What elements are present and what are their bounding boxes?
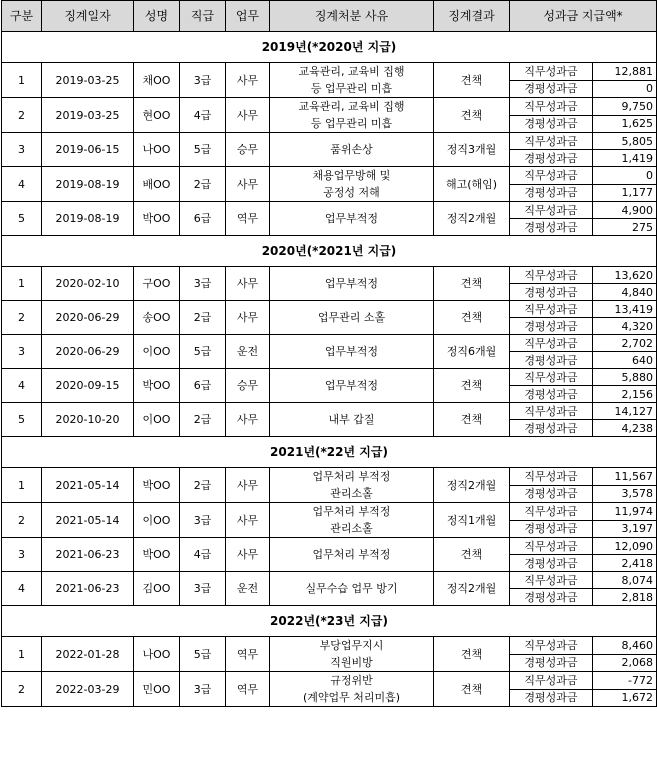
row-result: 견책 — [434, 267, 510, 301]
row-no: 3 — [2, 335, 42, 369]
row-name: 이OO — [134, 335, 180, 369]
row-duty: 운전 — [226, 572, 270, 606]
eval-bonus-amount: 275 — [593, 219, 657, 236]
header-reason: 징계처분 사유 — [270, 1, 434, 32]
section-header-row — [2, 437, 657, 468]
row-result: 견책 — [434, 98, 510, 133]
row-grade: 3급 — [180, 503, 226, 538]
reason-line: 업무처리 부적정 — [312, 470, 391, 483]
eval-bonus-amount: 0 — [593, 80, 657, 98]
eval-bonus-amount: 1,672 — [593, 689, 657, 707]
reason-line: 품위손상 — [330, 143, 373, 156]
row-grade: 2급 — [180, 301, 226, 335]
row-result: 견책 — [434, 369, 510, 403]
job-bonus-amount: 12,090 — [593, 538, 657, 555]
reason-line: 교육관리, 교육비 집행 — [298, 100, 405, 113]
reason-line: 관리소홀 — [330, 487, 373, 500]
section-header-row — [2, 236, 657, 267]
reason-line: 업무부적정 — [324, 345, 379, 358]
row-no: 4 — [2, 572, 42, 606]
bonus-kind-eval: 경평성과금 — [510, 589, 593, 606]
bonus-kind-job: 직무성과금 — [510, 503, 593, 521]
row-date: 2020-09-15 — [42, 369, 134, 403]
section-title: 2019년(*2020년 지급) — [2, 32, 657, 63]
table-row — [2, 503, 657, 521]
header-name: 성명 — [134, 1, 180, 32]
job-bonus-amount: 11,974 — [593, 503, 657, 521]
eval-bonus-amount: 4,320 — [593, 318, 657, 335]
row-no: 1 — [2, 637, 42, 672]
eval-bonus-amount: 2,418 — [593, 555, 657, 572]
row-no: 2 — [2, 301, 42, 335]
row-grade: 6급 — [180, 202, 226, 236]
row-reason — [270, 267, 434, 301]
row-grade: 3급 — [180, 672, 226, 707]
row-grade: 2급 — [180, 403, 226, 437]
row-name: 송OO — [134, 301, 180, 335]
job-bonus-amount: 4,900 — [593, 202, 657, 219]
row-name: 박OO — [134, 202, 180, 236]
row-result: 견책 — [434, 538, 510, 572]
row-result: 견책 — [434, 301, 510, 335]
row-date: 2020-10-20 — [42, 403, 134, 437]
row-duty: 사무 — [226, 468, 270, 503]
bonus-kind-eval: 경평성과금 — [510, 318, 593, 335]
bonus-kind-eval: 경평성과금 — [510, 386, 593, 403]
table-row — [2, 672, 657, 690]
row-result: 견책 — [434, 672, 510, 707]
row-name: 박OO — [134, 468, 180, 503]
row-reason — [270, 572, 434, 606]
table-row — [2, 63, 657, 81]
reason-line: (계약업무 처리미흡) — [302, 691, 401, 704]
bonus-kind-eval: 경평성과금 — [510, 654, 593, 672]
bonus-kind-job: 직무성과금 — [510, 133, 593, 150]
row-reason — [270, 637, 434, 672]
reason-line: 교육관리, 교육비 집행 — [298, 65, 405, 78]
row-result: 해고(해임) — [434, 167, 510, 202]
row-grade: 4급 — [180, 98, 226, 133]
row-name: 박OO — [134, 538, 180, 572]
row-date: 2019-08-19 — [42, 167, 134, 202]
eval-bonus-amount: 1,177 — [593, 184, 657, 202]
row-no: 5 — [2, 202, 42, 236]
bonus-kind-job: 직무성과금 — [510, 672, 593, 690]
bonus-kind-eval: 경평성과금 — [510, 80, 593, 98]
eval-bonus-amount: 2,818 — [593, 589, 657, 606]
bonus-kind-eval: 경평성과금 — [510, 115, 593, 133]
bonus-kind-job: 직무성과금 — [510, 468, 593, 486]
table-row — [2, 335, 657, 352]
row-duty: 사무 — [226, 538, 270, 572]
row-name: 이OO — [134, 503, 180, 538]
bonus-kind-job: 직무성과금 — [510, 369, 593, 386]
bonus-kind-job: 직무성과금 — [510, 637, 593, 655]
section-title: 2021년(*22년 지급) — [2, 437, 657, 468]
row-grade: 3급 — [180, 267, 226, 301]
row-result: 정직2개월 — [434, 468, 510, 503]
header-no: 구분 — [2, 1, 42, 32]
eval-bonus-amount: 3,197 — [593, 520, 657, 538]
row-duty: 사무 — [226, 301, 270, 335]
row-name: 이OO — [134, 403, 180, 437]
row-duty: 사무 — [226, 98, 270, 133]
row-no: 1 — [2, 63, 42, 98]
row-result: 견책 — [434, 403, 510, 437]
row-grade: 5급 — [180, 335, 226, 369]
reason-line: 업무부적정 — [324, 277, 379, 290]
row-reason — [270, 301, 434, 335]
job-bonus-amount: 0 — [593, 167, 657, 185]
row-name: 박OO — [134, 369, 180, 403]
bonus-kind-job: 직무성과금 — [510, 98, 593, 116]
bonus-kind-eval: 경평성과금 — [510, 352, 593, 369]
row-name: 배OO — [134, 167, 180, 202]
row-duty: 사무 — [226, 267, 270, 301]
reason-line: 업무관리 소홀 — [317, 311, 386, 324]
row-result: 견책 — [434, 637, 510, 672]
job-bonus-amount: 13,620 — [593, 267, 657, 284]
job-bonus-amount: 9,750 — [593, 98, 657, 116]
table-row — [2, 202, 657, 219]
eval-bonus-amount: 640 — [593, 352, 657, 369]
row-duty: 사무 — [226, 167, 270, 202]
bonus-kind-job: 직무성과금 — [510, 167, 593, 185]
row-result: 정직2개월 — [434, 572, 510, 606]
reason-line: 부당업무지시 — [319, 639, 384, 652]
table-row — [2, 572, 657, 589]
bonus-kind-eval: 경평성과금 — [510, 420, 593, 437]
reason-line: 업무처리 부적정 — [312, 505, 391, 518]
row-date: 2021-06-23 — [42, 572, 134, 606]
row-result: 정직1개월 — [434, 503, 510, 538]
row-reason — [270, 335, 434, 369]
row-grade: 3급 — [180, 572, 226, 606]
row-result: 정직2개월 — [434, 202, 510, 236]
job-bonus-amount: 5,880 — [593, 369, 657, 386]
row-result: 정직6개월 — [434, 335, 510, 369]
reason-line: 업무부적정 — [324, 212, 379, 225]
row-duty: 승무 — [226, 133, 270, 167]
row-name: 구OO — [134, 267, 180, 301]
section-title: 2020년(*2021년 지급) — [2, 236, 657, 267]
job-bonus-amount: 13,419 — [593, 301, 657, 318]
row-grade: 2급 — [180, 468, 226, 503]
eval-bonus-amount: 1,419 — [593, 150, 657, 167]
row-no: 1 — [2, 267, 42, 301]
reason-line: 실무수습 업무 방기 — [305, 582, 398, 595]
row-duty: 역무 — [226, 637, 270, 672]
row-grade: 2급 — [180, 167, 226, 202]
reason-line: 관리소홀 — [330, 522, 373, 535]
reason-line: 규정위반 — [330, 674, 373, 687]
row-duty: 승무 — [226, 369, 270, 403]
row-grade: 5급 — [180, 133, 226, 167]
reason-line: 등 업무관리 미흡 — [310, 117, 393, 130]
row-no: 2 — [2, 672, 42, 707]
row-reason — [270, 167, 434, 202]
job-bonus-amount: 11,567 — [593, 468, 657, 486]
eval-bonus-amount: 4,840 — [593, 284, 657, 301]
row-reason — [270, 403, 434, 437]
table-row — [2, 538, 657, 555]
row-date: 2019-03-25 — [42, 63, 134, 98]
row-date: 2021-05-14 — [42, 468, 134, 503]
row-no: 5 — [2, 403, 42, 437]
row-date: 2020-06-29 — [42, 301, 134, 335]
row-name: 채OO — [134, 63, 180, 98]
row-no: 4 — [2, 167, 42, 202]
row-duty: 역무 — [226, 202, 270, 236]
table-row — [2, 369, 657, 386]
row-date: 2022-03-29 — [42, 672, 134, 707]
reason-line: 직원비방 — [330, 656, 373, 669]
row-result: 정직3개월 — [434, 133, 510, 167]
row-name: 민OO — [134, 672, 180, 707]
row-name: 김OO — [134, 572, 180, 606]
section-title: 2022년(*23년 지급) — [2, 606, 657, 637]
row-grade: 4급 — [180, 538, 226, 572]
row-date: 2021-05-14 — [42, 503, 134, 538]
bonus-kind-eval: 경평성과금 — [510, 485, 593, 503]
table-row — [2, 468, 657, 486]
job-bonus-amount: 8,074 — [593, 572, 657, 589]
row-reason — [270, 63, 434, 98]
reason-line: 채용업무방해 및 — [312, 169, 391, 182]
row-duty: 사무 — [226, 403, 270, 437]
reason-line: 업무부적정 — [324, 379, 379, 392]
job-bonus-amount: 12,881 — [593, 63, 657, 81]
bonus-kind-eval: 경평성과금 — [510, 219, 593, 236]
job-bonus-amount: -772 — [593, 672, 657, 690]
bonus-kind-job: 직무성과금 — [510, 202, 593, 219]
bonus-kind-eval: 경평성과금 — [510, 284, 593, 301]
eval-bonus-amount: 2,156 — [593, 386, 657, 403]
job-bonus-amount: 5,805 — [593, 133, 657, 150]
job-bonus-amount: 14,127 — [593, 403, 657, 420]
reason-line: 등 업무관리 미흡 — [310, 82, 393, 95]
row-grade: 6급 — [180, 369, 226, 403]
row-no: 1 — [2, 468, 42, 503]
bonus-kind-job: 직무성과금 — [510, 335, 593, 352]
row-no: 3 — [2, 133, 42, 167]
row-grade: 3급 — [180, 63, 226, 98]
row-date: 2019-03-25 — [42, 98, 134, 133]
header-result: 징계결과 — [434, 1, 510, 32]
eval-bonus-amount: 4,238 — [593, 420, 657, 437]
table-row — [2, 637, 657, 655]
section-header-row — [2, 32, 657, 63]
row-date: 2021-06-23 — [42, 538, 134, 572]
table-row — [2, 167, 657, 185]
table-row — [2, 301, 657, 318]
row-date: 2020-06-29 — [42, 335, 134, 369]
header-row — [2, 1, 657, 32]
row-no: 4 — [2, 369, 42, 403]
table-row — [2, 133, 657, 150]
row-reason — [270, 98, 434, 133]
row-reason — [270, 468, 434, 503]
row-duty: 역무 — [226, 672, 270, 707]
row-duty: 사무 — [226, 63, 270, 98]
job-bonus-amount: 8,460 — [593, 637, 657, 655]
reason-line: 내부 갑질 — [328, 413, 375, 426]
table-row — [2, 267, 657, 284]
bonus-kind-job: 직무성과금 — [510, 267, 593, 284]
eval-bonus-amount: 1,625 — [593, 115, 657, 133]
row-duty: 사무 — [226, 503, 270, 538]
eval-bonus-amount: 3,578 — [593, 485, 657, 503]
row-reason — [270, 538, 434, 572]
row-reason — [270, 369, 434, 403]
bonus-kind-eval: 경평성과금 — [510, 184, 593, 202]
bonus-kind-eval: 경평성과금 — [510, 520, 593, 538]
discipline-table — [1, 0, 657, 707]
header-duty: 업무 — [226, 1, 270, 32]
row-name: 나OO — [134, 133, 180, 167]
row-no: 2 — [2, 98, 42, 133]
bonus-kind-eval: 경평성과금 — [510, 150, 593, 167]
row-no: 3 — [2, 538, 42, 572]
header-grade: 직급 — [180, 1, 226, 32]
row-reason — [270, 202, 434, 236]
reason-line: 업무처리 부적정 — [312, 548, 391, 561]
table-row — [2, 403, 657, 420]
eval-bonus-amount: 2,068 — [593, 654, 657, 672]
header-date: 징계일자 — [42, 1, 134, 32]
row-date: 2019-08-19 — [42, 202, 134, 236]
row-grade: 5급 — [180, 637, 226, 672]
row-name: 현OO — [134, 98, 180, 133]
bonus-kind-job: 직무성과금 — [510, 403, 593, 420]
bonus-kind-job: 직무성과금 — [510, 63, 593, 81]
row-date: 2019-06-15 — [42, 133, 134, 167]
row-reason — [270, 133, 434, 167]
row-reason — [270, 672, 434, 707]
job-bonus-amount: 2,702 — [593, 335, 657, 352]
header-bonus: 성과금 지급액* — [510, 1, 657, 32]
row-reason — [270, 503, 434, 538]
row-no: 2 — [2, 503, 42, 538]
bonus-kind-eval: 경평성과금 — [510, 555, 593, 572]
reason-line: 공정성 저해 — [323, 186, 380, 199]
row-result: 견책 — [434, 63, 510, 98]
row-name: 나OO — [134, 637, 180, 672]
row-date: 2020-02-10 — [42, 267, 134, 301]
bonus-kind-eval: 경평성과금 — [510, 689, 593, 707]
bonus-kind-job: 직무성과금 — [510, 538, 593, 555]
row-date: 2022-01-28 — [42, 637, 134, 672]
table-row — [2, 98, 657, 116]
row-duty: 운전 — [226, 335, 270, 369]
bonus-kind-job: 직무성과금 — [510, 572, 593, 589]
bonus-kind-job: 직무성과금 — [510, 301, 593, 318]
section-header-row — [2, 606, 657, 637]
